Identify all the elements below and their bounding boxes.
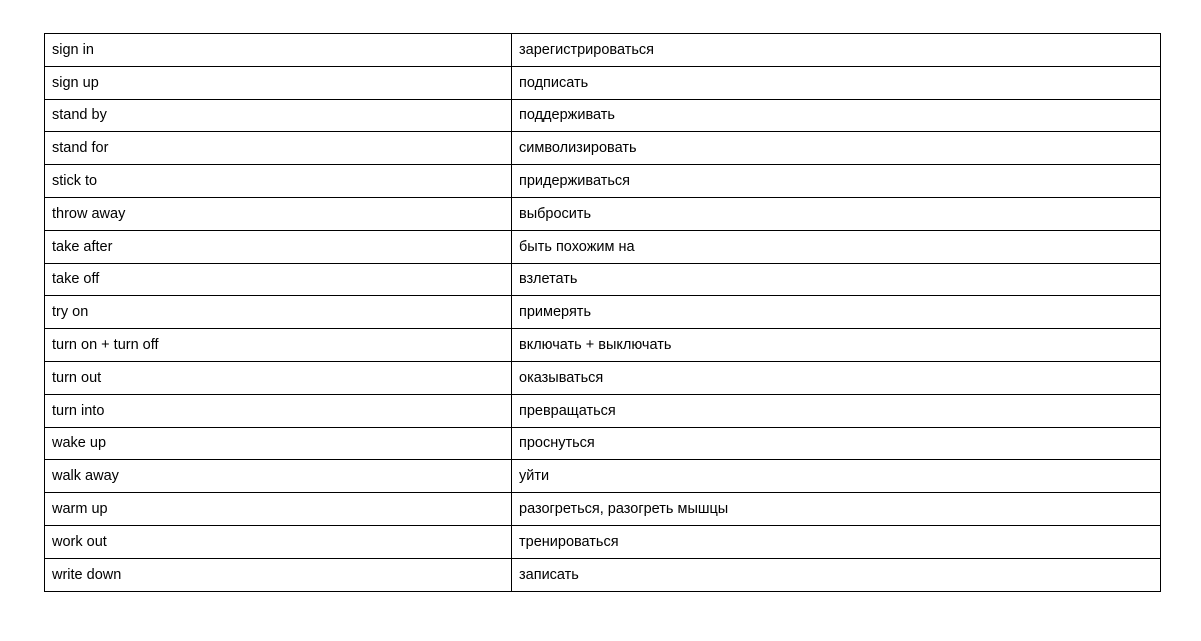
table-row: [45, 296, 1161, 329]
english-phrase-cell: walk away: [45, 460, 512, 493]
english-phrase-cell: stand by: [45, 99, 512, 132]
table-row: [45, 394, 1161, 427]
table-row: [45, 197, 1161, 230]
russian-translation-cell: разогреться, разогреть мышцы: [512, 493, 1161, 526]
russian-translation-cell: зарегистрироваться: [512, 34, 1161, 67]
table-row: [45, 34, 1161, 67]
russian-translation-cell: символизировать: [512, 132, 1161, 165]
russian-translation-cell: оказываться: [512, 361, 1161, 394]
table-row: [45, 132, 1161, 165]
russian-translation-cell: подписать: [512, 66, 1161, 99]
table-row: [45, 558, 1161, 591]
english-phrase-cell: turn on + turn off: [45, 329, 512, 362]
english-phrase-cell: throw away: [45, 197, 512, 230]
table-row: [45, 263, 1161, 296]
russian-translation-cell: включать + выключать: [512, 329, 1161, 362]
russian-translation-cell: придерживаться: [512, 165, 1161, 198]
english-phrase-cell: wake up: [45, 427, 512, 460]
table-row: [45, 230, 1161, 263]
russian-translation-cell: уйти: [512, 460, 1161, 493]
table-row: [45, 525, 1161, 558]
table-row: [45, 493, 1161, 526]
phrasal-verbs-table: [44, 33, 1161, 592]
english-phrase-cell: work out: [45, 525, 512, 558]
english-phrase-cell: warm up: [45, 493, 512, 526]
table-row: [45, 66, 1161, 99]
russian-translation-cell: проснуться: [512, 427, 1161, 460]
english-phrase-cell: stand for: [45, 132, 512, 165]
english-phrase-cell: take after: [45, 230, 512, 263]
russian-translation-cell: быть похожим на: [512, 230, 1161, 263]
english-phrase-cell: take off: [45, 263, 512, 296]
english-phrase-cell: turn into: [45, 394, 512, 427]
english-phrase-cell: sign up: [45, 66, 512, 99]
russian-translation-cell: примерять: [512, 296, 1161, 329]
english-phrase-cell: turn out: [45, 361, 512, 394]
russian-translation-cell: выбросить: [512, 197, 1161, 230]
table-row: [45, 165, 1161, 198]
english-phrase-cell: write down: [45, 558, 512, 591]
english-phrase-cell: stick to: [45, 165, 512, 198]
russian-translation-cell: взлетать: [512, 263, 1161, 296]
table-row: [45, 361, 1161, 394]
table-row: [45, 460, 1161, 493]
table-row: [45, 329, 1161, 362]
russian-translation-cell: превращаться: [512, 394, 1161, 427]
russian-translation-cell: записать: [512, 558, 1161, 591]
table-row: [45, 427, 1161, 460]
russian-translation-cell: поддерживать: [512, 99, 1161, 132]
table-row: [45, 99, 1161, 132]
english-phrase-cell: sign in: [45, 34, 512, 67]
russian-translation-cell: тренироваться: [512, 525, 1161, 558]
english-phrase-cell: try on: [45, 296, 512, 329]
